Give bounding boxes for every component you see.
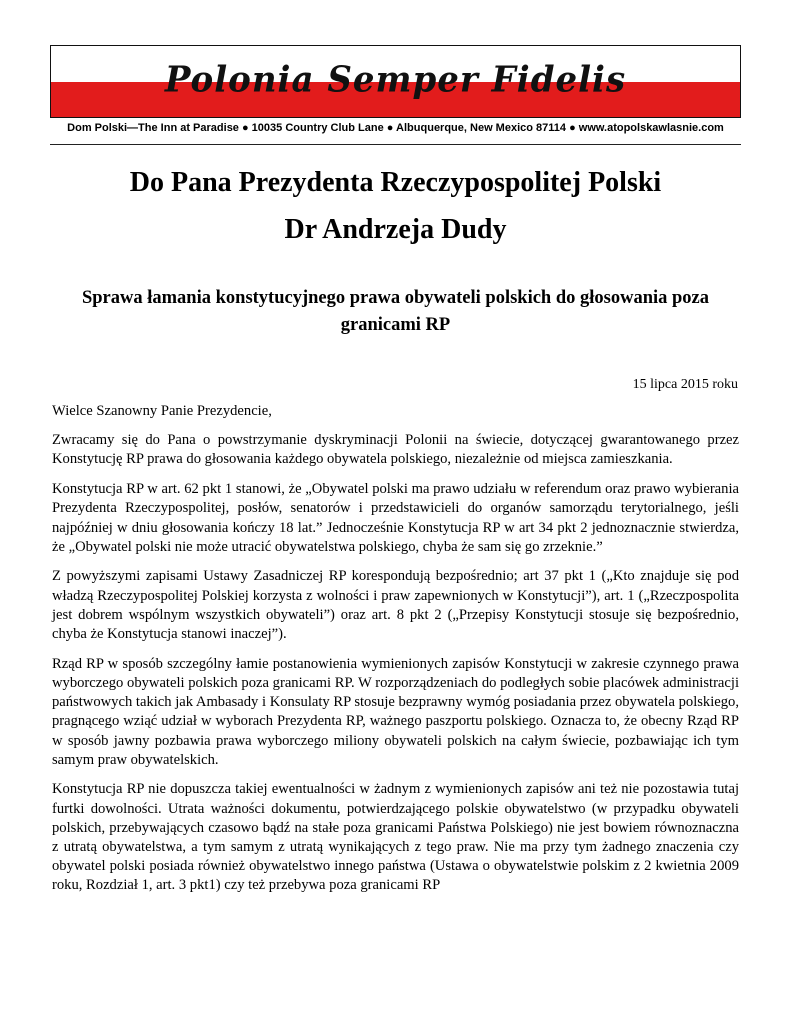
document-subject: Sprawa łamania konstytucyjnego prawa obywateli polskich do głosowania poza granicami RP — [81, 288, 710, 335]
document-date: 15 lipca 2015 roku — [632, 377, 738, 392]
paragraph: Zwracamy się do Pana o powstrzymanie dyskryminacji Polonii na świecie, dotyczącej gwarantowanego przez Konstytucję RP prawa do głosowania każdego obywatela polskiego, niezależnie od miejsca zamieszkania. — [52, 432, 739, 468]
header-banner — [50, 45, 741, 118]
paragraph: Konstytucja RP nie dopuszcza takiej ewentualności w żadnym z wymienionych zapisów ani też nie pozostawia tutaj furtki dowolności. Utrata ważności dokumentu, potwierdzającego polskie obywatelstwo (w przypadku obywateli polskich, przebywających czasowo bądź na stałe poza granicami Państwa Polskiego) nie jest bowiem równoznaczna z utratą obywatelstwa, a tym samym z utratą wynikających z tego praw. Nie ma przy tym żadnego znaczenia czy obywatel polski posiada również obywatelstwo innego państwa (Ustawa o obywatelstwie polskim z 2 kwietnia 2009 roku, Rozdział 1, art. 3 pkt1) czy też przebywa poza granicami RP — [52, 781, 739, 894]
header-divider — [50, 144, 741, 145]
document-title-line1: Do Pana Prezydenta Rzeczypospolitej Polski — [129, 167, 662, 198]
letter-body — [52, 402, 739, 906]
paragraph: Z powyższymi zapisami Ustawy Zasadniczej RP korespondują bezpośrednio; art 37 pkt 1 („Kto znajduje się pod władzą Rzeczypospolitej Polskiej korzysta z wolności i praw zapewnionych w Konstytucji”), art. 1 („Rzeczpospolita jest dobrem wspólnym wszystkich obywateli”) oraz art. 8 pkt 2 („Przepisy Konstytucji stosuje się bezpośrednio, chyba że Konstytucja stanowi inaczej”). — [52, 568, 739, 643]
salutation: Wielce Szanowny Panie Prezydencie, — [52, 403, 272, 419]
masthead-title: Polonia Semper Fidelis — [164, 59, 627, 101]
document-title-line2: Dr Andrzeja Dudy — [284, 214, 507, 245]
masthead-address: Dom Polski—The Inn at Paradise ● 10035 Country Club Lane ● Albuquerque, New Mexico 87114 ● www.atopolskawlasnie.com — [67, 122, 724, 134]
paragraph: Konstytucja RP w art. 62 pkt 1 stanowi, że „Obywatel polski ma prawo udziału w referendum oraz prawo wybierania Prezydenta Rzeczypospolitej, posłów, senatorów i przedstawicieli do organów samorządu terytorialnego, jeśli najpóźniej w dniu głosowania kończy 18 lat.” Jednocześnie Konstytucja RP w art 34 pkt 2 jednoznacznie stwierdza, że „Obywatel polski nie może utracić obywatelstwa polskiego, chyba że sam się go zrzeknie.” — [52, 481, 739, 555]
paragraph: Rząd RP w sposób szczególny łamie postanowienia wymienionych zapisów Konstytucji w zakresie czynnego prawa wyborczego obywateli polskich poza granicami RP. W rozporządzeniach do podległych sobie placówek administracji państwowych takich jak Ambasady i Konsulaty RP stosuje bezprawny wymóg posiadania przez obywatela polskiego, pragnącego wziąć udział w wyborach Prezydenta RP, ważnego paszportu polskiego. Oznacza to, że obecny Rząd RP w sposób jawny pozbawia prawa wyborczego miliony obywateli polskich na całym świecie, pozbawiając ich tym samym praw obywatelskich. — [52, 655, 739, 768]
